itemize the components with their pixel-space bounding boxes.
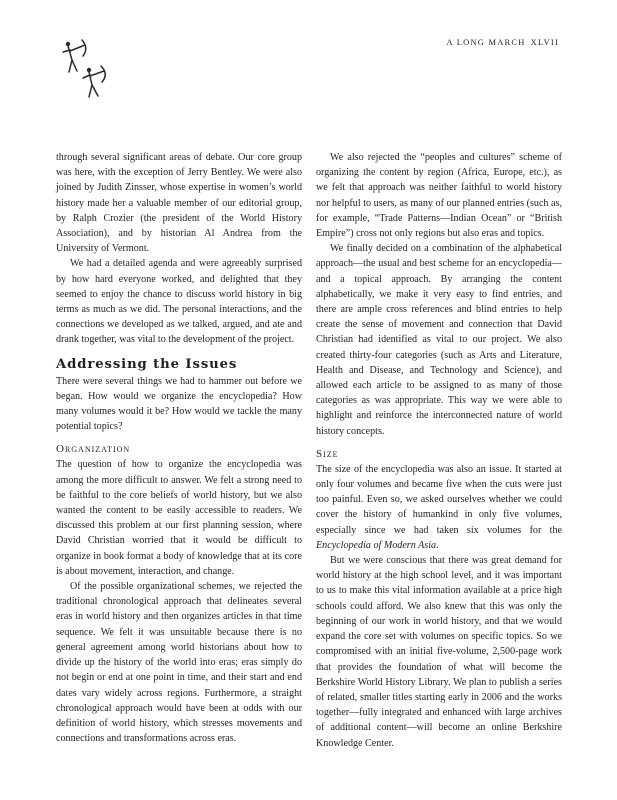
running-title: A LONG MARCH (446, 37, 526, 47)
paragraph: There were several things we had to hammer out before we began. How would we organize the encyclopedia? How many volumes would it be? How would we tackle the many potential topics? (56, 375, 302, 433)
paragraph: We also rejected the “peoples and cultures” scheme of organizing the content by region (Africa, Europe, etc.), as we felt that approach was neither faithful to world history nor helpful to users, as many of our planned entries (such as, for example, “Trade Patterns—Indian Ocean” or “British Empire”) cross not only regions but also eras and topics. (316, 152, 562, 240)
paragraph (316, 462, 562, 553)
right-column (316, 150, 562, 751)
subsection-heading: Organization (56, 443, 131, 456)
section-heading: Addressing the Issues (56, 356, 238, 372)
running-head (447, 37, 559, 47)
paragraph-end: . (436, 539, 439, 551)
paragraph: through several significant areas of debate. Our core group was here, with the exception of Jerry Bentley. We were also joined by Judith Zinsser, whose expertise in women’s world history made her a valuable member of our editorial group, by Ralph Crozier (the president of the World History Association), and by historian Al Andrea from the University of Vermont. (56, 152, 302, 255)
paragraph: The question of how to organize the encyclopedia was among the more difficult to answer. We felt a strong need to be faithful to the core beliefs of world history, but we also wanted the content to be easily accessible to readers. We discussed this problem at our first planning session, where David Christian worried that it would be difficult to organize in book format a body of knowledge that at its core is about movement, interaction, and change. (56, 459, 302, 577)
paragraph: But we were conscious that there was great demand for world history at the high school level, and it was important to us to make this vital information available at a price high schools could afford. We also knew that this was only the beginning of our work in world history, and that we would expand the core set with volumes on specific topics. So we compromised with an initial five-volume, 2,500-page work that provides the foundation of what will become the Berkshire World History Library. We plan to publish a series of related, smaller titles starting early in 2006 and the works together—fully integrated and enhanced with large archives of additional content—will become an online Berkshire Knowledge Center. (316, 555, 562, 749)
page-number: XLVII (530, 37, 559, 47)
book-title: Encyclopedia of Modern Asia (316, 539, 437, 551)
left-column (56, 150, 302, 746)
paragraph: We finally decided on a combination of the alphabetical approach—the usual and best scheme for an encyclopedia—and a topical approach. By arranging the content alphabetically, we make it very easy to find entries, and there are ample cross references and blind entries to help create the sense of movement and connection that David Christian had identified as vital to our project. We also created thirty-four categories (such as Arts and Literature, Health and Disease, and Technology and Science), and allowed each article to be assigned to as many of those categories as was appropriate. This way we were able to highlight and reinforce the interconnected nature of world history concepts. (316, 243, 562, 437)
paragraph: We had a detailed agenda and were agreeably surprised by how hard everyone worked, and delighted that they seemed to enjoy the chance to discuss world history in big terms as much as we did. The personal interactions, and the connections we developed as we talked, argued, and ate and drank together, was vital to the development of the project. (56, 258, 302, 346)
paragraph-text: The size of the encyclopedia was also an issue. It started at only four volumes and became five when the cuts were just too painful. Even so, we asked ourselves whether we could cover the history of humankind in only five volumes, especially since we had taken six volumes for the (316, 463, 562, 536)
cave-painting-archers-icon (58, 38, 114, 102)
subsection-heading: Size (316, 447, 339, 460)
paragraph: Of the possible organizational schemes, we rejected the traditional chronological approach that delineates several eras in world history and then organizes articles in that time sequence. We felt it was unsuitable because there is no general agreement among world historians about how to divide up the history of the world into eras; eras simply do not begin or end at one point in time, and their start and end dates vary widely across regions. Furthermore, a straight chronological approach would have been at odds with our definition of world history, which stresses movements and connections and transformations across eras. (56, 581, 302, 745)
